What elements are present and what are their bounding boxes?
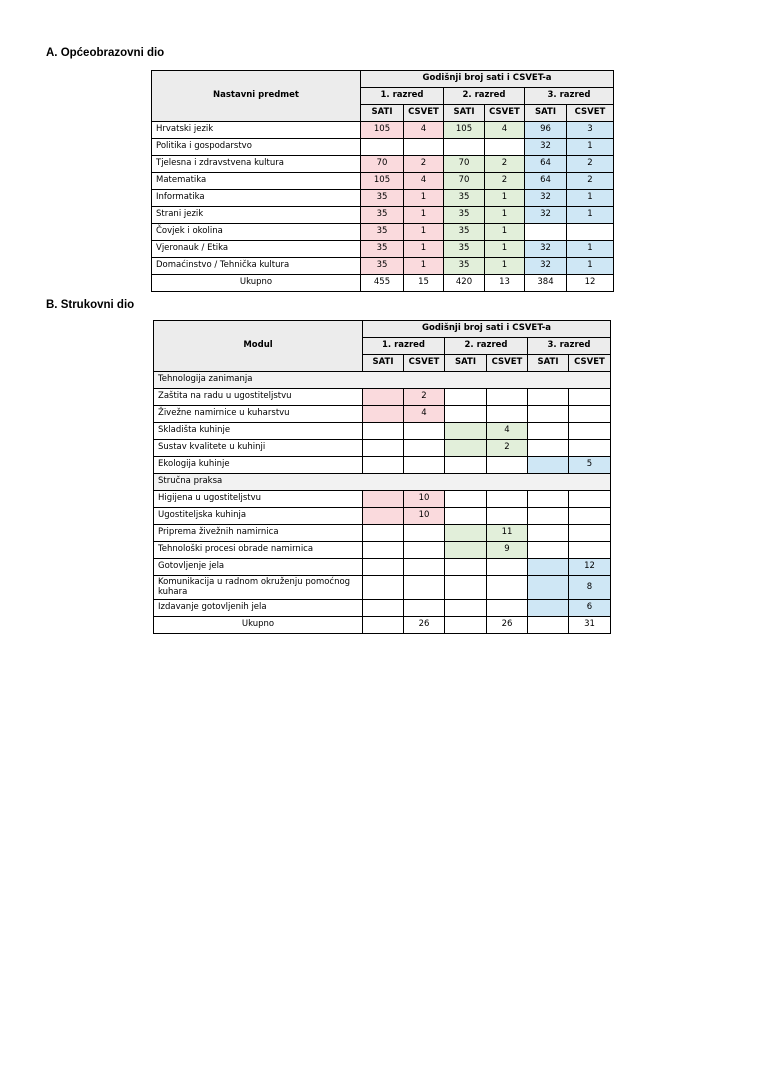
table-cell: 105: [361, 173, 404, 190]
row-label: Ekologija kuhinje: [154, 457, 363, 474]
table-cell: [363, 457, 404, 474]
table-cell: [569, 491, 611, 508]
table-cell: [363, 389, 404, 406]
table-row: [154, 440, 611, 457]
table-cell: [363, 542, 404, 559]
table-cell: [445, 559, 487, 576]
table-cell: [445, 525, 487, 542]
table-cell: 4: [485, 122, 525, 139]
table-cell: [528, 457, 569, 474]
table-cell: 1: [485, 190, 525, 207]
table-cell: [363, 508, 404, 525]
table-cell: [445, 406, 487, 423]
table-cell: [528, 440, 569, 457]
table-cell: 35: [361, 258, 404, 275]
table-cell: 2: [404, 389, 445, 406]
header-sati: SATI: [363, 355, 404, 372]
total-cell: [445, 617, 487, 634]
table-cell: 35: [361, 224, 404, 241]
header-csvet: CSVET: [485, 105, 525, 122]
table-cell: 1: [485, 207, 525, 224]
table-row: [152, 207, 614, 224]
table-cell: 105: [444, 122, 485, 139]
table-cell: [487, 576, 528, 600]
table-row: [154, 457, 611, 474]
table-row: [154, 389, 611, 406]
table-cell: [528, 600, 569, 617]
section-label: Tehnologija zanimanja: [154, 372, 611, 389]
table-cell: [487, 559, 528, 576]
table-cell: [445, 491, 487, 508]
header-csvet: CSVET: [404, 105, 444, 122]
section-b-title: B. Strukovni dio: [46, 299, 135, 311]
table-cell: [363, 576, 404, 600]
table-cell: [528, 389, 569, 406]
row-label: Domaćinstvo / Tehnička kultura: [152, 258, 361, 275]
section-a-title: A. Općeobrazovni dio: [46, 47, 165, 59]
general-subjects-body: [152, 122, 614, 275]
table-cell: [404, 576, 445, 600]
table-cell: [528, 559, 569, 576]
table-cell: 96: [525, 122, 567, 139]
table-cell: [567, 224, 614, 241]
table-cell: [487, 508, 528, 525]
table-cell: [569, 440, 611, 457]
header-grade-1: 1. razred: [363, 338, 445, 355]
table-cell: [569, 525, 611, 542]
table-cell: 1: [485, 258, 525, 275]
table-cell: 35: [444, 241, 485, 258]
row-label: Tjelesna i zdravstvena kultura: [152, 156, 361, 173]
row-label: Informatika: [152, 190, 361, 207]
row-label: Komunikacija u radnom okruženju pomoćnog kuhara: [154, 576, 363, 600]
total-label: Ukupno: [152, 275, 361, 292]
table-cell: [363, 423, 404, 440]
table-cell: 4: [487, 423, 528, 440]
table-row: [152, 122, 614, 139]
table-cell: 2: [487, 440, 528, 457]
table-cell: 1: [404, 207, 444, 224]
header-grade-1: 1. razred: [361, 88, 444, 105]
table-cell: 4: [404, 173, 444, 190]
table-cell: 1: [485, 224, 525, 241]
table-row: [154, 508, 611, 525]
table-cell: 12: [569, 559, 611, 576]
table-cell: [445, 457, 487, 474]
table-row: [154, 600, 611, 617]
row-label: Matematika: [152, 173, 361, 190]
table-cell: 6: [569, 600, 611, 617]
table-cell: [445, 542, 487, 559]
table-cell: 1: [404, 258, 444, 275]
table-cell: 10: [404, 491, 445, 508]
practice-modules-body: [154, 491, 611, 617]
table-cell: [445, 389, 487, 406]
table-cell: 1: [404, 190, 444, 207]
general-subjects-table: [151, 70, 614, 292]
total-row: [154, 617, 611, 634]
table-cell: [569, 508, 611, 525]
table-row: [152, 139, 614, 156]
table-cell: 2: [404, 156, 444, 173]
table-cell: 5: [569, 457, 611, 474]
row-label: Čovjek i okolina: [152, 224, 361, 241]
table-row: [152, 241, 614, 258]
row-label: Skladišta kuhinje: [154, 423, 363, 440]
table-cell: 35: [444, 258, 485, 275]
table-cell: [445, 600, 487, 617]
table-cell: 1: [485, 241, 525, 258]
table-cell: [363, 406, 404, 423]
table-cell: 2: [567, 156, 614, 173]
table-cell: [445, 440, 487, 457]
header-grade-2: 2. razred: [444, 88, 525, 105]
table-cell: 10: [404, 508, 445, 525]
table-cell: 32: [525, 241, 567, 258]
header-sati: SATI: [445, 355, 487, 372]
total-cell: 455: [361, 275, 404, 292]
table-cell: [528, 491, 569, 508]
section-label: Stručna praksa: [154, 474, 611, 491]
table-cell: [404, 600, 445, 617]
header-subject: Nastavni predmet: [152, 71, 361, 122]
table-cell: [444, 139, 485, 156]
total-row: [152, 275, 614, 292]
table-row: [152, 156, 614, 173]
section-row: [154, 474, 611, 491]
table-cell: 32: [525, 258, 567, 275]
total-cell: 15: [404, 275, 444, 292]
header-csvet: CSVET: [487, 355, 528, 372]
table-cell: [445, 508, 487, 525]
row-label: Zaštita na radu u ugostiteljstvu: [154, 389, 363, 406]
table-row: [154, 491, 611, 508]
row-label: Vjeronauk / Etika: [152, 241, 361, 258]
total-cell: 13: [485, 275, 525, 292]
table-cell: [363, 559, 404, 576]
vocational-modules-table: [153, 320, 611, 634]
table-cell: 1: [404, 241, 444, 258]
table-cell: [528, 423, 569, 440]
table-cell: [528, 542, 569, 559]
table-row: [152, 173, 614, 190]
header-module: Modul: [154, 321, 363, 372]
header-grade-2: 2. razred: [445, 338, 528, 355]
table-cell: 64: [525, 173, 567, 190]
table-cell: [487, 389, 528, 406]
table-cell: 1: [567, 207, 614, 224]
technology-modules-body: [154, 389, 611, 474]
table-row: [154, 423, 611, 440]
row-label: Strani jezik: [152, 207, 361, 224]
table-cell: [485, 139, 525, 156]
table-row: [154, 576, 611, 600]
table-cell: [363, 525, 404, 542]
table-cell: 35: [361, 241, 404, 258]
table-cell: [363, 491, 404, 508]
table-cell: 1: [404, 224, 444, 241]
total-cell: 31: [569, 617, 611, 634]
row-label: Živežne namirnice u kuharstvu: [154, 406, 363, 423]
table-cell: [525, 224, 567, 241]
total-cell: 12: [567, 275, 614, 292]
table-cell: [487, 457, 528, 474]
table-cell: [404, 525, 445, 542]
section-row: [154, 372, 611, 389]
table-cell: 4: [404, 406, 445, 423]
row-label: Higijena u ugostiteljstvu: [154, 491, 363, 508]
table-cell: 1: [567, 190, 614, 207]
row-label: Sustav kvalitete u kuhinji: [154, 440, 363, 457]
table-cell: 32: [525, 190, 567, 207]
table-cell: 1: [567, 258, 614, 275]
header-csvet: CSVET: [567, 105, 614, 122]
row-label: Tehnološki procesi obrade namirnica: [154, 542, 363, 559]
table-cell: 70: [444, 173, 485, 190]
table-cell: [404, 423, 445, 440]
table-cell: 32: [525, 207, 567, 224]
header-group: Godišnji broj sati i CSVET-a: [361, 71, 614, 88]
total-cell: 26: [487, 617, 528, 634]
table-cell: [363, 600, 404, 617]
table-cell: 35: [444, 224, 485, 241]
total-cell: [363, 617, 404, 634]
table-cell: [445, 576, 487, 600]
table-cell: [404, 559, 445, 576]
table-row: [154, 559, 611, 576]
table-cell: 1: [567, 139, 614, 156]
total-label: Ukupno: [154, 617, 363, 634]
table-cell: 2: [485, 156, 525, 173]
row-label: Gotovljenje jela: [154, 559, 363, 576]
header-grade-3: 3. razred: [528, 338, 611, 355]
table-cell: 32: [525, 139, 567, 156]
table-cell: 3: [567, 122, 614, 139]
table-cell: 2: [567, 173, 614, 190]
header-grade-3: 3. razred: [525, 88, 614, 105]
table-cell: [404, 542, 445, 559]
table-cell: [404, 457, 445, 474]
table-cell: [528, 508, 569, 525]
table-cell: [487, 491, 528, 508]
table-cell: [487, 406, 528, 423]
row-label: Priprema živežnih namirnica: [154, 525, 363, 542]
table-row: [152, 190, 614, 207]
table-row: [154, 525, 611, 542]
table-cell: 9: [487, 542, 528, 559]
table-cell: 64: [525, 156, 567, 173]
table-cell: [569, 542, 611, 559]
table-row: [154, 406, 611, 423]
table-cell: [528, 406, 569, 423]
header-csvet: CSVET: [569, 355, 611, 372]
table-cell: [569, 423, 611, 440]
table-cell: 35: [444, 190, 485, 207]
table-cell: 4: [404, 122, 444, 139]
header-sati: SATI: [525, 105, 567, 122]
table-cell: 35: [361, 190, 404, 207]
total-cell: 420: [444, 275, 485, 292]
table-cell: [445, 423, 487, 440]
header-sati: SATI: [528, 355, 569, 372]
table-cell: [528, 525, 569, 542]
total-cell: 26: [404, 617, 445, 634]
table-cell: 105: [361, 122, 404, 139]
table-cell: [361, 139, 404, 156]
row-label: Izdavanje gotovljenih jela: [154, 600, 363, 617]
table-cell: [404, 440, 445, 457]
table-cell: 35: [444, 207, 485, 224]
table-cell: [487, 600, 528, 617]
table-cell: 70: [361, 156, 404, 173]
table-cell: [569, 389, 611, 406]
total-cell: [528, 617, 569, 634]
header-sati: SATI: [361, 105, 404, 122]
header-sati: SATI: [444, 105, 485, 122]
table-row: [152, 258, 614, 275]
table-cell: 1: [567, 241, 614, 258]
table-cell: 70: [444, 156, 485, 173]
table-row: [152, 224, 614, 241]
total-cell: 384: [525, 275, 567, 292]
row-label: Hrvatski jezik: [152, 122, 361, 139]
table-cell: 8: [569, 576, 611, 600]
header-csvet: CSVET: [404, 355, 445, 372]
header-group: Godišnji broj sati i CSVET-a: [363, 321, 611, 338]
row-label: Ugostiteljska kuhinja: [154, 508, 363, 525]
table-cell: [404, 139, 444, 156]
table-cell: 2: [485, 173, 525, 190]
table-row: [154, 542, 611, 559]
table-cell: [569, 406, 611, 423]
table-cell: [528, 576, 569, 600]
table-cell: 11: [487, 525, 528, 542]
table-cell: [363, 440, 404, 457]
table-cell: 35: [361, 207, 404, 224]
row-label: Politika i gospodarstvo: [152, 139, 361, 156]
